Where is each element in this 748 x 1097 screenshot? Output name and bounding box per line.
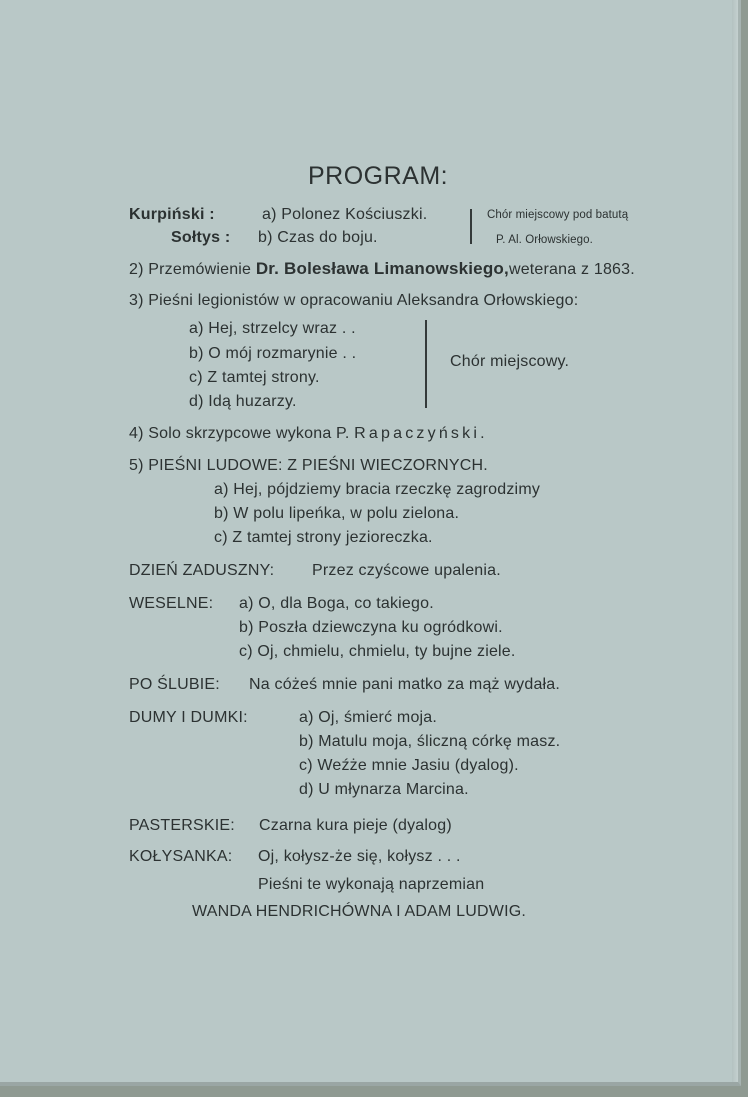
piece-czas-do-boju: b) Czas do boju. [258,229,378,246]
pasterskie-song: Czarna kura pieje (dyalog) [259,817,452,834]
closing-performers: WANDA HENDRICHÓWNA I ADAM LUDWIG. [192,903,527,920]
evening-song-a: a) Hej, pójdziemy bracia rzeczkę zagrodzimy [214,481,541,498]
brace-item1 [470,209,472,244]
legion-song-a: a) Hej, strzelcy wraz . . [189,320,356,337]
dumy-song-d: d) U młynarza Marcina. [299,781,469,798]
weselne-label: WESELNE: [129,595,214,612]
composer-soltys: Sołtys : [171,229,231,246]
zaduszny-song: Przez czyścowe upalenia. [312,562,501,579]
closing-line1: Pieśni te wykonają naprzemian [258,876,485,893]
legion-performer: Chór miejscowy. [450,353,570,370]
choir-note-line1: Chór miejscowy pod batutą [487,209,629,221]
dumy-song-c: c) Weźże mnie Jasiu (dyalog). [299,757,519,774]
composer-kurpinski: Kurpiński : [129,206,215,223]
folk-songs-heading: 5) PIEŚNI LUDOWE: Z PIEŚNI WIECZORNYCH. [129,457,488,474]
speech-prefix: 2) Przemówienie [129,261,252,278]
kolysanka-song: Oj, kołysz-że się, kołysz . . . [258,848,461,865]
legion-songs-heading: 3) Pieśni legionistów w opracowaniu Aleksandra Orłowskiego: [129,292,579,309]
speech-line [129,260,635,279]
kolysanka-label: KOŁYSANKA: [129,848,233,865]
brace-item3 [425,320,427,408]
dumy-song-a: a) Oj, śmierć moja. [299,709,438,726]
violin-solo-prefix: 4) Solo skrzypcowe wykona P. [129,425,350,442]
legion-song-d: d) Idą huzarzy. [189,393,297,410]
zaduszny-label: DZIEŃ ZADUSZNY: [129,562,275,579]
po-slubie-label: PO ŚLUBIE: [129,676,220,693]
evening-song-b: b) W polu lipeńka, w polu zielona. [214,505,460,522]
evening-song-c: c) Z tamtej strony jezioreczka. [214,529,433,546]
violin-solo-line [129,425,488,443]
speaker-name: Dr. Bolesława Limanowskiego, [255,259,509,278]
weselne-song-b: b) Poszła dziewczyna ku ogródkowi. [239,619,503,636]
speaker-suffix: weterana z 1863. [508,261,635,278]
weselne-song-a: a) O, dla Boga, co takiego. [239,595,434,612]
legion-song-b: b) O mój rozmarynie . . [189,345,357,362]
piece-polonez: a) Polonez Kościuszki. [262,206,428,223]
dumy-label: DUMY I DUMKI: [129,709,248,726]
pasterskie-label: PASTERSKIE: [129,817,235,834]
po-slubie-song: Na cóżeś mnie pani matko za mąż wydała. [249,676,561,693]
violinist-name: Rapaczyński. [354,425,488,442]
legion-song-c: c) Z tamtej strony. [189,369,320,386]
dumy-song-b: b) Matulu moja, śliczną córkę masz. [299,733,561,750]
program-title: PROGRAM: [308,162,449,190]
weselne-song-c: c) Oj, chmielu, chmielu, ty bujne ziele. [239,643,516,660]
choir-note-line2: P. Al. Orłowskiego. [496,234,593,246]
